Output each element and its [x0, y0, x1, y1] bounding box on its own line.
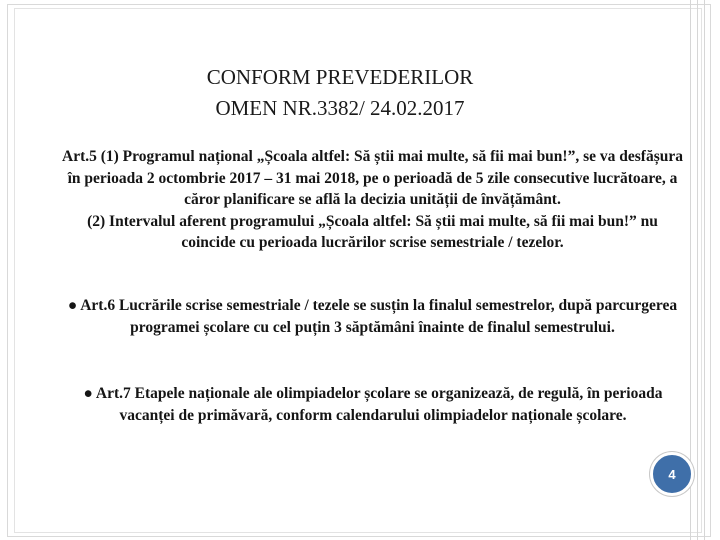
slide-title — [150, 62, 530, 124]
title-line-1: CONFORM PREVEDERILOR — [206, 65, 474, 89]
article-5-block — [60, 146, 685, 254]
article-7-block — [73, 383, 673, 426]
article-7-paragraph: ● Art.7 Etapele naționale ale olimpiadelor școlare se organizează, de regulă, în perioada vacanței de primăvară, conform calendarului olimpiadelor naționale școlare. — [83, 385, 663, 424]
article-6-block — [60, 295, 685, 338]
decorative-vertical-line — [690, 0, 691, 540]
page-number-badge: 4 — [650, 452, 694, 496]
article-5-paragraph-2: (2) Intervalul aferent programului „Școala altfel: Să știi mai multe, să fii mai bun!” nu coincide cu perioada lucrărilor scrise semestriale / tezelor. — [87, 212, 658, 252]
decorative-vertical-line — [697, 0, 698, 540]
article-5-paragraph-1: Art.5 (1) Programul național „Școala altfel: Să știi mai multe, să fii mai bun!”, se va desfășura în perioada 2 octombrie 2017 – 31 mai 2018, pe o perioadă de 5 zile consecutive lucrătoare, a căror planificare se află la decizia unității de învățământ. — [62, 148, 683, 209]
title-line-2: OMEN NR.3382/ 24.02.2017 — [215, 96, 465, 120]
decorative-vertical-line — [704, 0, 705, 540]
article-6-paragraph: ● Art.6 Lucrările scrise semestriale / tezele se susțin la finalul semestrelor, după parcurgerea programei școlare cu cel puțin 3 săptămâni înainte de finalul semestrului. — [67, 297, 678, 336]
